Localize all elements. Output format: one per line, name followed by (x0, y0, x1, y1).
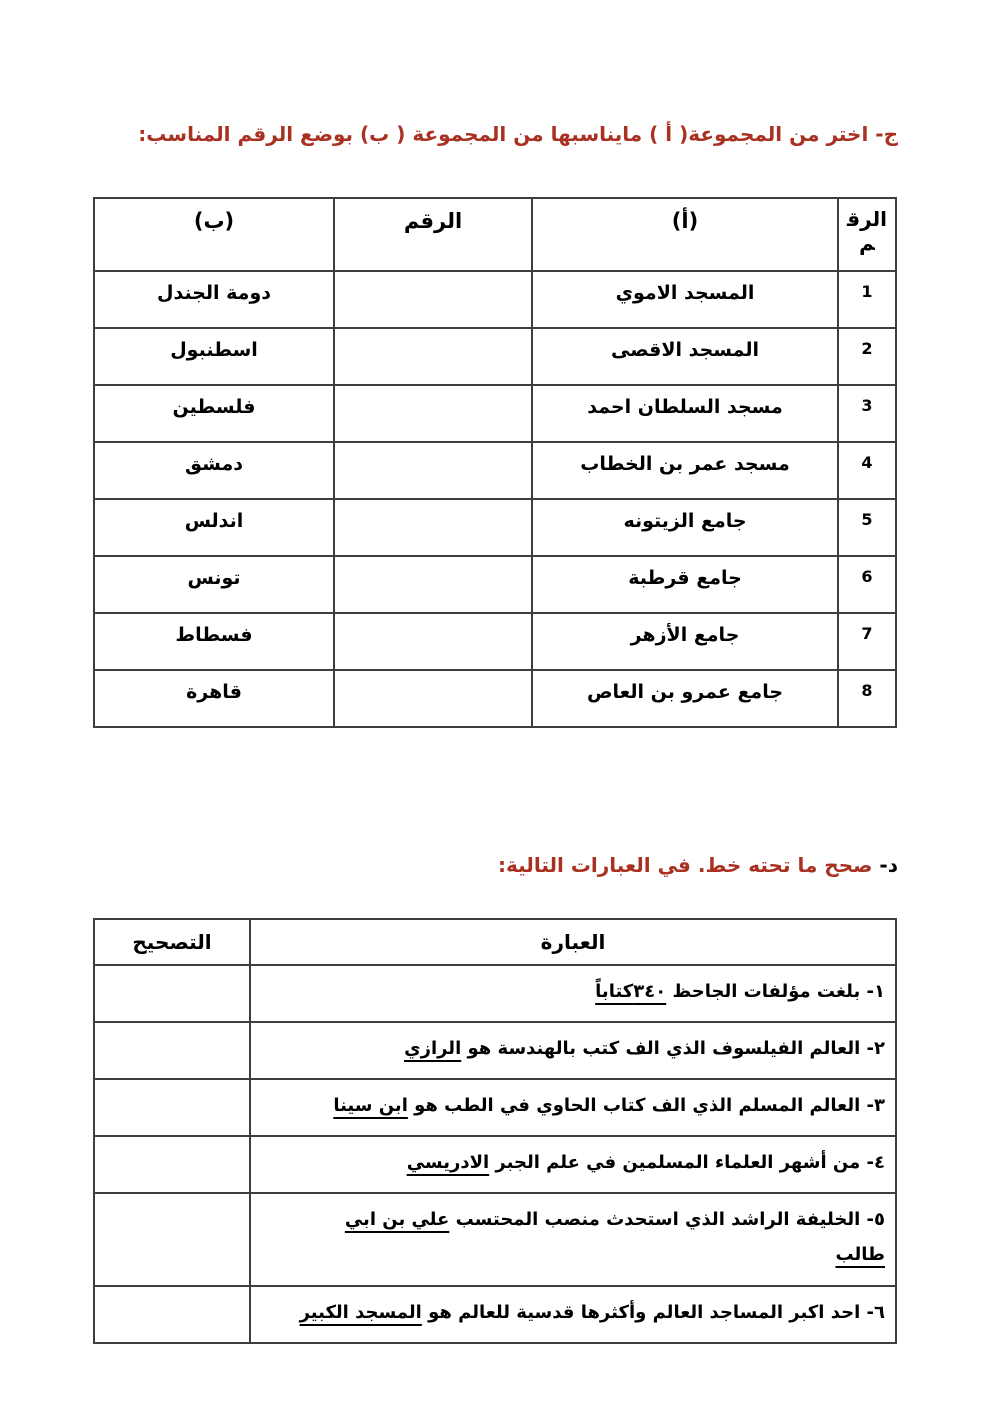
section-d-title (498, 851, 898, 879)
group-b-cell: اسطنبول (94, 328, 334, 385)
correction-row (94, 965, 896, 1022)
phrase-cell (250, 965, 896, 1022)
correction-row (94, 1193, 896, 1285)
matching-row (94, 670, 896, 727)
underlined-term: المسجد الكبير (299, 1301, 422, 1323)
row-number-cell: 3 (838, 385, 896, 442)
answer-blank-cell (334, 613, 532, 670)
correction-blank-cell (94, 965, 250, 1022)
underlined-term: الادريسي (406, 1152, 490, 1174)
phrase-text: ٢- العالم الفيلسوف الذي الف كتب بالهندسة هو (461, 1038, 885, 1060)
row-number-cell: 7 (838, 613, 896, 670)
correction-blank-cell (94, 1079, 250, 1136)
matching-row (94, 442, 896, 499)
matching-row (94, 328, 896, 385)
group-a-cell: جامع عمرو بن العاص (532, 670, 838, 727)
row-number-cell: 5 (838, 499, 896, 556)
matching-table (93, 197, 897, 728)
matching-row (94, 385, 896, 442)
section-d-title-text: صحح ما تحته خط. في العبارات التالية: (498, 853, 880, 877)
correction-blank-cell (94, 1193, 250, 1285)
group-b-cell: دومة الجندل (94, 271, 334, 328)
correction-row (94, 1286, 896, 1343)
matching-row (94, 613, 896, 670)
phrase-cell (250, 1136, 896, 1193)
correction-blank-cell (94, 1022, 250, 1079)
underlined-term: علي بن ابي (344, 1209, 450, 1231)
phrase-cell (250, 1193, 896, 1285)
correction-row (94, 1022, 896, 1079)
matching-header-row-number: الرقم (838, 198, 896, 271)
group-b-cell: دمشق (94, 442, 334, 499)
correction-row (94, 1136, 896, 1193)
phrase-text: ٦- احد اكبر المساجد العالم وأكثرها قدسية للعالم هو (421, 1301, 885, 1323)
correction-header-phrase: العبارة (250, 919, 896, 965)
phrase-cell (250, 1286, 896, 1343)
group-a-cell: مسجد عمر بن الخطاب (532, 442, 838, 499)
group-a-cell: جامع الأزهر (532, 613, 838, 670)
phrase-cell (250, 1022, 896, 1079)
section-d-letter: د- (879, 853, 898, 877)
underlined-term: الرازي (404, 1038, 462, 1060)
group-a-cell: المسجد الاموي (532, 271, 838, 328)
row-number-cell: 4 (838, 442, 896, 499)
group-b-cell: اندلس (94, 499, 334, 556)
correction-row (94, 1079, 896, 1136)
phrase-cell (250, 1079, 896, 1136)
group-b-cell: فلسطين (94, 385, 334, 442)
group-b-cell: قاهرة (94, 670, 334, 727)
matching-table-header-row (94, 198, 896, 271)
row-number-cell: 8 (838, 670, 896, 727)
matching-row (94, 499, 896, 556)
underlined-term: ابن سينا (333, 1095, 408, 1117)
row-number-cell: 1 (838, 271, 896, 328)
answer-blank-cell (334, 670, 532, 727)
group-a-cell: جامع قرطبة (532, 556, 838, 613)
phrase-text: ٥- الخليفة الراشد الذي استحدث منصب المحتسب (449, 1209, 885, 1231)
group-a-cell: جامع الزيتونه (532, 499, 838, 556)
matching-header-group-a: (أ) (532, 198, 838, 271)
correction-table (93, 918, 897, 1344)
matching-row (94, 271, 896, 328)
matching-header-answer-number: الرقم (334, 198, 532, 271)
group-a-cell: مسجد السلطان احمد (532, 385, 838, 442)
matching-row (94, 556, 896, 613)
group-b-cell: تونس (94, 556, 334, 613)
answer-blank-cell (334, 385, 532, 442)
group-a-cell: المسجد الاقصى (532, 328, 838, 385)
answer-blank-cell (334, 271, 532, 328)
section-c-title: ج- اختر من المجموعة( أ ) مايناسبها من المجموعة ( ب) بوضع الرقم المناسب: (138, 122, 898, 146)
answer-blank-cell (334, 442, 532, 499)
underlined-term: طالب (835, 1244, 885, 1266)
row-number-cell: 6 (838, 556, 896, 613)
correction-blank-cell (94, 1136, 250, 1193)
phrase-text: ٣- العالم المسلم الذي الف كتاب الحاوي في الطب هو (407, 1095, 885, 1117)
answer-blank-cell (334, 499, 532, 556)
underlined-term: ٣٤٠كتاباً (595, 981, 667, 1002)
answer-blank-cell (334, 328, 532, 385)
phrase-text: ١- بلغت مؤلفات الجاحظ (666, 981, 885, 1002)
correction-header-correction: التصحيح (94, 919, 250, 965)
phrase-text: ٤- من أشهر العلماء المسلمين في علم الجبر (489, 1152, 885, 1174)
row-number-cell: 2 (838, 328, 896, 385)
correction-blank-cell (94, 1286, 250, 1343)
correction-table-header-row (94, 919, 896, 965)
answer-blank-cell (334, 556, 532, 613)
matching-header-group-b: (ب) (94, 198, 334, 271)
group-b-cell: فسطاط (94, 613, 334, 670)
